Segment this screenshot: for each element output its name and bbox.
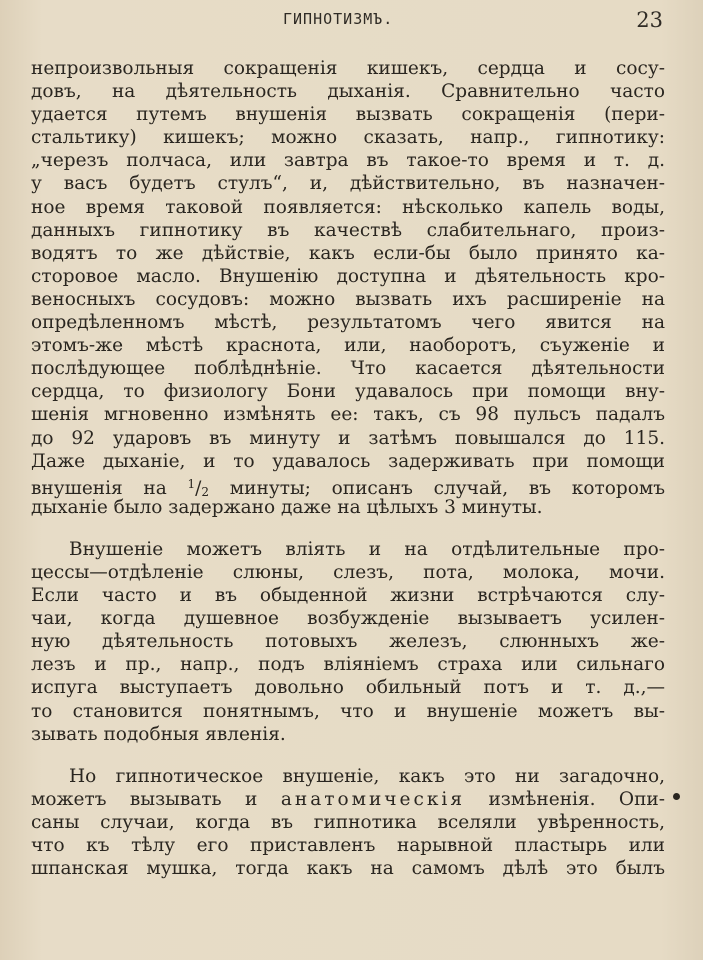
- text-line: опредѣленномъ мѣстѣ, результатомъ чего явится на: [31, 312, 665, 334]
- fraction-slash: /: [195, 477, 202, 499]
- fraction-denominator: 2: [201, 484, 210, 499]
- text-line: ное время таковой появляется: нѣсколько капель воды,: [31, 196, 665, 218]
- text-line: у васъ будетъ стулъ“, и, дѣйствительно, въ назначен-: [31, 173, 665, 195]
- text-line: до 92 ударовъ въ минуту и затѣмъ повышался до 115.: [31, 427, 665, 449]
- body-text: [31, 57, 665, 880]
- text-line: Но гипнотическое внушеніе, какъ это ни загадочно,: [69, 765, 665, 787]
- text-line: то становится понятнымъ, что и внушеніе можетъ вы-: [31, 700, 665, 722]
- fraction-line-before: внушенія на: [31, 477, 188, 499]
- margin-mark-icon: [673, 793, 680, 800]
- text-line: дыханіе было задержано даже на цѣлыхъ 3 минуты.: [31, 496, 543, 518]
- text-line: лезъ и пр., напр., подъ вліяніемъ страха или сильнаго: [31, 654, 665, 676]
- text-line: Если часто и въ обыденной жизни встрѣчаются слу-: [31, 585, 665, 607]
- fraction-numerator: 1: [187, 476, 196, 491]
- text-line: стальтику) кишекъ; можно сказать, напр., гипнотику:: [31, 127, 665, 149]
- line-before-spaced: можетъ вызывать и: [31, 788, 281, 810]
- spaced-emphasis-word: анатомическія: [280, 788, 466, 810]
- page-header: [0, 8, 703, 34]
- text-line: саны случаи, когда въ гипнотика вселяли увѣренность,: [31, 811, 665, 833]
- paragraph-1: [31, 57, 665, 519]
- text-line: шпанская мушка, тогда какъ на самомъ дѣлѣ это былъ: [31, 858, 665, 880]
- text-line: шенія мгновенно измѣнять ее: такъ, съ 98 пульсъ падалъ: [31, 404, 665, 426]
- fraction-line-after: минуты; описанъ случай, въ которомъ: [209, 477, 665, 499]
- text-line: Внушеніе можетъ вліять и на отдѣлительные про-: [69, 538, 665, 560]
- text-line: сторовое масло. Внушенію доступна и дѣятельность кро-: [31, 265, 665, 287]
- text-line: цессы—отдѣленіе слюны, слезъ, пота, молока, мочи.: [31, 561, 665, 583]
- text-line: испуга выступаетъ довольно обильный потъ и т. д.,—: [31, 677, 665, 699]
- text-line: „черезъ полчаса, или завтра въ такое-то время и т. д.: [31, 150, 665, 172]
- text-line: этомъ-же мѣстѣ краснота, или, наоборотъ, съуженіе и: [31, 335, 665, 357]
- text-line: ную дѣятельность потовыхъ железъ, слюнныхъ же-: [31, 631, 665, 653]
- text-line: водятъ то же дѣйствіе, какъ если-бы было принято ка-: [31, 242, 665, 264]
- text-line: Даже дыханіе, и то удавалось задерживать при помощи: [31, 450, 665, 472]
- text-line: послѣдующее поблѣднѣніе. Что касается дѣятельности: [31, 358, 665, 380]
- text-line: сердца, то физиологу Бони удавалось при помощи вну-: [31, 381, 665, 403]
- text-line: данныхъ гипнотику въ качествѣ слабительнаго, произ-: [31, 219, 665, 241]
- text-line: удается путемъ внушенія вызвать сокращенія (пери-: [31, 104, 665, 126]
- text-line: непроизвольныя сокращенія кишекъ, сердца и сосу-: [31, 58, 665, 79]
- text-line: что къ тѣлу его приставленъ нарывной пластырь или: [31, 835, 665, 856]
- paragraph-3: [31, 765, 665, 880]
- paragraph-2: [31, 538, 665, 746]
- text-line-with-spaced-word: [31, 788, 665, 811]
- text-line: зывать подобныя явленія.: [31, 723, 286, 745]
- text-line: довъ, на дѣятельность дыханія. Сравнительно часто: [31, 81, 665, 103]
- page-number: 23: [636, 8, 663, 32]
- line-after-spaced: измѣненія. Опи-: [465, 788, 665, 810]
- running-title: ГИПНОТИЗМЪ.: [283, 10, 394, 28]
- text-line: веносныхъ сосудовъ: можно вызвать ихъ расширеніе на: [31, 288, 665, 310]
- text-line: чаи, когда душевное возбужденіе вызываетъ усилен-: [31, 608, 665, 630]
- text-line-with-fraction: [31, 473, 665, 499]
